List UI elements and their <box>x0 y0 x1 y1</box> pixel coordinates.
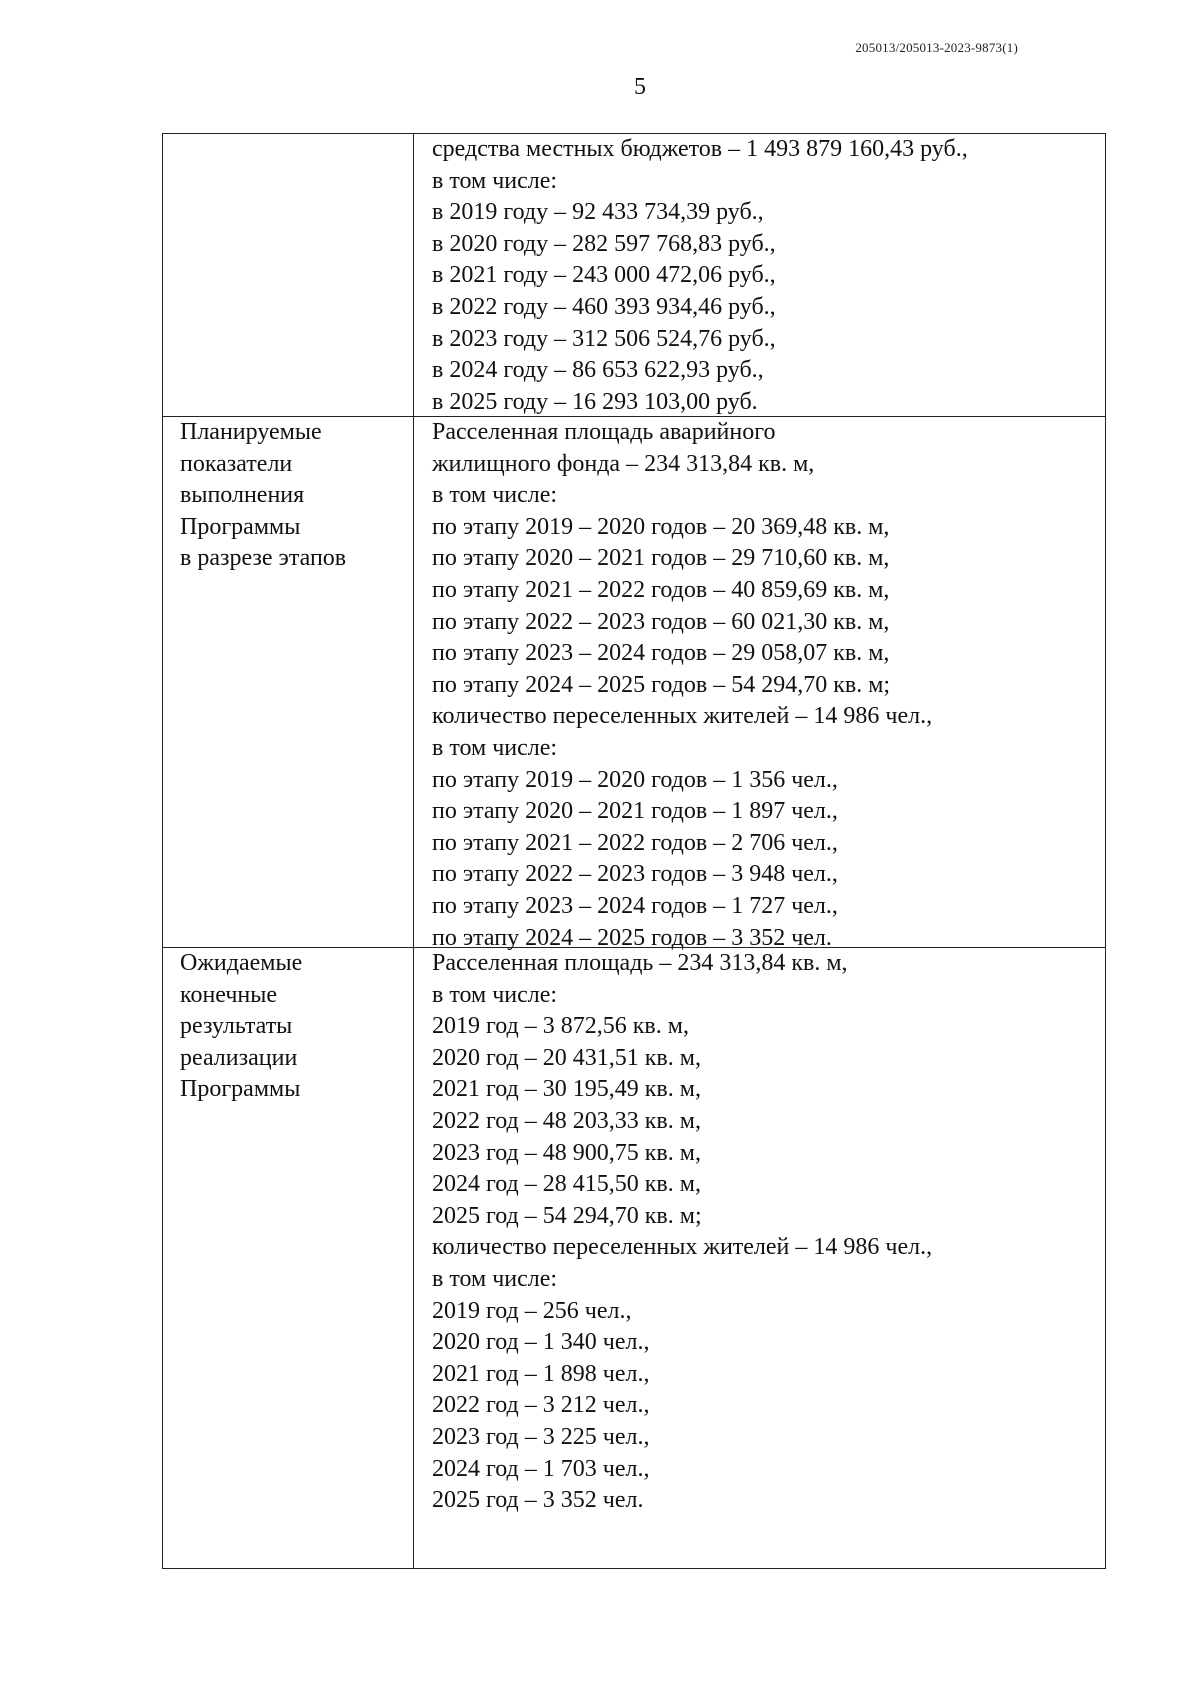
row-content-line: 2024 год – 1 703 чел., <box>432 1455 650 1482</box>
row-label-line: Программы <box>180 1076 301 1103</box>
passport-table <box>162 133 1106 1569</box>
row-content-line: в 2023 году – 312 506 524,76 руб., <box>432 325 776 352</box>
row-content-line: 2023 год – 3 225 чел., <box>432 1423 650 1450</box>
row-label-line: Программы <box>180 513 301 540</box>
row-content-line: в том числе: <box>432 482 558 509</box>
row-content-line: по этапу 2023 – 2024 годов – 29 058,07 кв. м, <box>432 640 890 667</box>
table-row-planned-indicators <box>163 416 1105 951</box>
row-content-line: в 2019 году – 92 433 734,39 руб., <box>432 199 764 226</box>
row-label-cell <box>163 134 414 416</box>
row-label-line: выполнения <box>180 482 305 509</box>
row-content-line: 2022 год – 3 212 чел., <box>432 1392 650 1419</box>
row-content-line: Расселенная площадь – 234 313,84 кв. м, <box>432 950 848 976</box>
row-content-line: 2025 год – 3 352 чел. <box>432 1487 644 1514</box>
row-content-line: по этапу 2022 – 2023 годов – 60 021,30 кв. м, <box>432 608 890 635</box>
row-content-cell <box>414 134 1105 416</box>
row-content-line: в том числе: <box>432 734 558 761</box>
row-label-line: результаты <box>180 1013 293 1040</box>
table-row-expected-results <box>163 947 1105 1568</box>
row-label-line: в разрезе этапов <box>180 545 347 572</box>
row-label-line: реализации <box>180 1044 298 1071</box>
row-content-line: 2019 год – 256 чел., <box>432 1297 632 1324</box>
row-content-line: 2022 год – 48 203,33 кв. м, <box>432 1107 701 1134</box>
row-content-line: 2020 год – 1 340 чел., <box>432 1329 650 1356</box>
row-content-line: в том числе: <box>432 1265 558 1292</box>
row-content-line: средства местных бюджетов – 1 493 879 160,43 руб., <box>432 136 968 162</box>
row-content-line: по этапу 2023 – 2024 годов – 1 727 чел., <box>432 892 838 919</box>
row-content-cell <box>414 417 1105 951</box>
row-content-line: в 2024 году – 86 653 622,93 руб., <box>432 357 764 384</box>
row-content-line: 2020 год – 20 431,51 кв. м, <box>432 1044 701 1071</box>
row-content-line: 2019 год – 3 872,56 кв. м, <box>432 1013 689 1040</box>
row-content-line: по этапу 2020 – 2021 годов – 1 897 чел., <box>432 798 838 825</box>
row-content-line: 2024 год – 28 415,50 кв. м, <box>432 1171 701 1198</box>
row-content-line: жилищного фонда – 234 313,84 кв. м, <box>432 450 815 477</box>
row-content-line: по этапу 2019 – 2020 годов – 20 369,48 кв. м, <box>432 513 890 540</box>
row-content-line: по этапу 2024 – 2025 годов – 54 294,70 кв. м; <box>432 671 891 698</box>
row-content-line: по этапу 2022 – 2023 годов – 3 948 чел., <box>432 861 838 888</box>
row-label-cell <box>163 417 414 947</box>
row-content-line: по этапу 2024 – 2025 годов – 3 352 чел. <box>432 924 832 951</box>
row-content-line: 2021 год – 30 195,49 кв. м, <box>432 1076 701 1103</box>
row-content-line: 2023 год – 48 900,75 кв. м, <box>432 1139 701 1166</box>
row-content-line: по этапу 2019 – 2020 годов – 1 356 чел., <box>432 766 838 793</box>
row-content-line: по этапу 2021 – 2022 годов – 2 706 чел., <box>432 829 838 856</box>
row-content-line: в 2020 году – 282 597 768,83 руб., <box>432 230 776 257</box>
row-content-line: по этапу 2020 – 2021 годов – 29 710,60 кв. м, <box>432 545 890 572</box>
table-row-local-budgets <box>163 134 1105 416</box>
row-content-line: в том числе: <box>432 167 558 194</box>
row-content-line: 2021 год – 1 898 чел., <box>432 1360 650 1387</box>
document-id: 205013/205013-2023-9873(1) <box>855 40 1018 55</box>
row-content-line: количество переселенных жителей – 14 986 чел., <box>432 1234 933 1261</box>
row-label-cell <box>163 948 414 1568</box>
row-content-cell <box>414 948 1105 1568</box>
row-content-line: в 2021 году – 243 000 472,06 руб., <box>432 262 776 289</box>
row-content-line: в том числе: <box>432 981 558 1008</box>
row-content-line: 2025 год – 54 294,70 кв. м; <box>432 1202 702 1229</box>
row-label-line: показатели <box>180 450 293 477</box>
row-content-line: в 2022 году – 460 393 934,46 руб., <box>432 293 776 320</box>
row-content-line: количество переселенных жителей – 14 986 чел., <box>432 703 933 730</box>
row-label-line: Планируемые <box>180 419 322 445</box>
row-label-line: конечные <box>180 981 278 1008</box>
row-content-line: по этапу 2021 – 2022 годов – 40 859,69 кв. м, <box>432 576 890 603</box>
row-content-line: в 2025 году – 16 293 103,00 руб. <box>432 388 758 415</box>
row-content-line: Расселенная площадь аварийного <box>432 419 776 445</box>
row-label-line: Ожидаемые <box>180 950 303 976</box>
page-number: 5 <box>634 74 646 100</box>
